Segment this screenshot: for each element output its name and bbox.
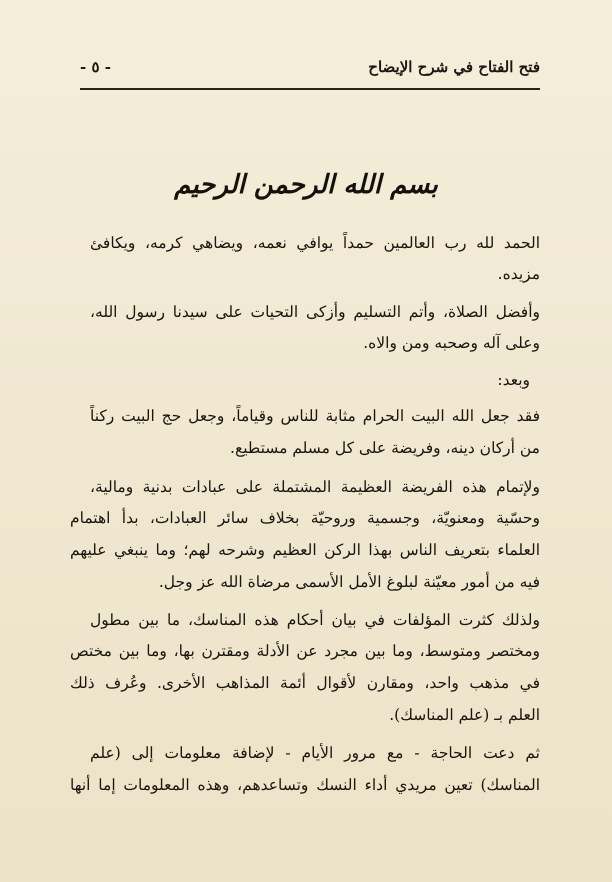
page-number: - ٥ -	[80, 58, 111, 76]
text-line-16: ثم دعت الحاجة - مع مرور الأيام - لإضافة معلومات إلى (علم	[90, 744, 540, 762]
running-header	[80, 56, 540, 82]
text-line-8: ولإتمام هذه الفريضة العظيمة المشتملة على عبادات بدنية ومالية،	[90, 478, 540, 496]
text-line-14: في مذهب واحد، ومقارن لأقوال أئمة المذاهب الأخرى. وعُرف ذلك	[70, 674, 540, 692]
text-line-17: المناسك) تعين مريدي أداء النسك وتساعدهم، وهذه المعلومات إما أنها	[70, 776, 540, 794]
text-line-6: فقد جعل الله البيت الحرام مثابة للناس وقياماً، وجعل حج البيت ركناً	[90, 407, 540, 425]
text-line-13: ومختصر ومتوسط، وما بين مجرد عن الأدلة ومقترن بها، وما بين مختص	[70, 642, 540, 660]
header-divider	[80, 88, 540, 90]
text-line-12: ولذلك كثرت المؤلفات في بيان أحكام هذه المناسك، ما بين مطول	[90, 611, 540, 629]
text-line-5: وبعد:	[497, 371, 530, 389]
text-line-11: فيه من أمور معيّنة لبلوغ الأمل الأسمى مرضاة الله عز وجل.	[158, 573, 540, 591]
text-line-9: وحسّية ومعنويّة، وجسمية وروحيّة بخلاف سائر العبادات، بدأ اهتمام	[70, 509, 540, 527]
basmala-calligraphy: بسم الله الرحمن الرحيم	[174, 170, 438, 200]
text-line-4: وعلى آله وصحبه ومن والاه.	[363, 334, 540, 352]
text-line-7: من أركان دينه، وفريضة على كل مسلم مستطيع.	[230, 439, 540, 457]
text-line-10: العلماء بتعريف الناس بهذا الركن العظيم وشرحه لهم؛ وما ينبغي عليهم	[70, 541, 540, 559]
text-line-2: مزيده.	[497, 265, 540, 283]
book-title: فتح الفتاح في شرح الإيضاح	[368, 58, 540, 76]
text-line-15: العلم بـ (علم المناسك).	[389, 706, 540, 724]
text-line-3: وأفضل الصلاة، وأتم التسليم وأزكى التحيات على سيدنا رسول الله،	[90, 303, 540, 321]
text-line-1: الحمد لله رب العالمين حمداً يوافي نعمه، ويضاهي كرمه، ويكافئ	[90, 234, 540, 252]
